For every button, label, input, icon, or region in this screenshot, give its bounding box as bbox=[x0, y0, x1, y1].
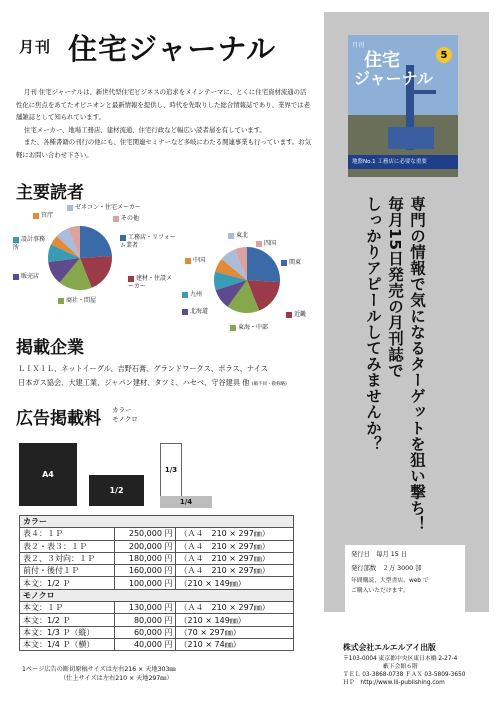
subscription-note: ご購入いただけます。 bbox=[351, 588, 409, 594]
circulation: 発行部数 ２万 3000 部 bbox=[351, 565, 422, 572]
size-footnote bbox=[22, 665, 176, 683]
pie-slice-1 bbox=[80, 226, 112, 258]
publisher-name: 株式会社エルエルアイ出版 bbox=[343, 643, 436, 652]
table-row: 本文：1/2 Ｐ 80,000 円 （210 × 149㎜） bbox=[20, 614, 294, 626]
pie-label: ゼネコン・住宅メーカー bbox=[67, 204, 141, 212]
table-row: 本文：1/2 Ｐ 100,000 円 （210 × 149㎜） bbox=[20, 577, 294, 589]
homepage-link[interactable]: ＨＰ http://www.lli-publishing.com bbox=[343, 680, 445, 686]
ad-size-quarter: 1/4 bbox=[160, 496, 212, 508]
catchcopy-line-2: 毎月15日発売の月刊誌で bbox=[386, 196, 404, 379]
pie-label: 設計事務所 bbox=[13, 236, 46, 251]
publisher-contact bbox=[343, 655, 465, 687]
pie-label: 近畿 bbox=[286, 311, 306, 319]
advertiser-list bbox=[18, 362, 318, 392]
ad-size-third: 1/3 bbox=[160, 443, 182, 497]
magazine-title-prefix: 月刊 bbox=[19, 38, 52, 56]
pie-label: 販売店 bbox=[13, 273, 39, 281]
release-date: 発行日 毎月 15 日 bbox=[351, 551, 408, 558]
pie-label: 工務店・リフォーム業者 bbox=[120, 234, 176, 249]
pie-label: 建材・住設メーカー bbox=[128, 275, 173, 290]
address-line: 藪下会館６階 bbox=[383, 664, 418, 670]
cover-title-prefix: 月刊 bbox=[352, 42, 365, 49]
catchcopy-line-1: 専門の情報で気になるターゲットを狙い撃ち！ bbox=[408, 196, 426, 532]
footnote-line: （仕上サイズは左右210 × 天地297㎜） bbox=[60, 675, 173, 682]
subscription-note: 年間購読、大型書店、web で bbox=[351, 578, 429, 584]
ad-size-a4: A4 bbox=[19, 443, 77, 506]
advertiser-line: ＬＩＸＩＬ、ネットイーグル、吉野石膏、グランドワークス、ポラス、ナイス bbox=[18, 364, 268, 373]
intro-paragraph: また、各種書籍の刊行の他にも、住宅関連セミナーなど多岐にわたる関連事業も行っています。お気軽にお問い合わせ下さい。 bbox=[16, 138, 312, 159]
cover-title: ジャーナル bbox=[354, 69, 433, 88]
issue-info-box bbox=[345, 545, 465, 632]
footnote-line: 1ページ広告の断切原稿サイズは左右216 × 天地303㎜ bbox=[22, 666, 176, 673]
cover-title: 住宅 bbox=[364, 50, 400, 71]
address-line: 〒103-0004 東京都中央区東日本橋 2-27-4 bbox=[343, 656, 458, 662]
magazine-title: 住宅ジャーナル bbox=[68, 32, 276, 66]
rate-table bbox=[19, 515, 294, 651]
pie-label: 官庁 bbox=[33, 212, 53, 220]
ad-size-half: 1/2 bbox=[89, 475, 144, 506]
intro-text bbox=[16, 86, 312, 162]
intro-paragraph: 月刊 住宅ジャーナルは、新世代型住宅ビジネスの追求をメインテーマに、とくに住宅資材流通の活性化に焦点をあてたオピニオンと最新情報を提供し、時代を先取りした総合情報誌であり、業界では老舗雑誌として知られています。 bbox=[16, 88, 310, 122]
pie-label: 商社・問屋 bbox=[58, 297, 96, 305]
pie-label: 東北 bbox=[228, 232, 248, 240]
phone-fax: ＴＥＬ 03-3868-0738 ＦＡＸ 03-5809-3650 bbox=[343, 672, 466, 678]
pie-label: 関東 bbox=[281, 259, 301, 267]
rate-table-color-header: カラー bbox=[20, 516, 294, 528]
advertisers-section-title: 掲載企業 bbox=[16, 338, 84, 358]
table-row: 前付・後付１Ｐ 160,000 円 （Ａ４ 210 × 297㎜） bbox=[20, 565, 294, 577]
pie-label: 四国 bbox=[256, 240, 276, 248]
pie-slice-1 bbox=[247, 247, 280, 282]
pie-label: 中国 bbox=[185, 257, 205, 265]
intro-paragraph: 住宅メーカー、地場工務店、建材流通、住宅行政など幅広い読者層を有しています。 bbox=[24, 125, 266, 134]
table-row: 表２・表３：１Ｐ 200,000 円 （Ａ４ 210 × 297㎜） bbox=[20, 540, 294, 552]
table-row: 表４：１Ｐ 250,000 円 （Ａ４ 210 × 297㎜） bbox=[20, 528, 294, 540]
table-row: 本文：1/3 Ｐ（縦） 60,000 円 （70 × 297㎜） bbox=[20, 626, 294, 638]
advertiser-line: 日本ガス協会、大建工業、ジャパン建材、タツミ、ハセベ、守谷建具 他 (順不同・敬称略) bbox=[18, 378, 287, 387]
rates-mono-note: モノクロ bbox=[112, 415, 138, 423]
table-row: 本文：１Ｐ 130,000 円 （Ａ４ 210 × 297㎜） bbox=[20, 602, 294, 614]
pie-label: 北海道 bbox=[182, 308, 208, 316]
table-row: 表２、３対向：１Ｐ 180,000 円 （Ａ４ 210 × 297㎜） bbox=[20, 552, 294, 564]
rates-color-note: カラー bbox=[112, 406, 132, 414]
readers-section-title: 主要読者 bbox=[16, 183, 84, 203]
cover-issue-badge: 5 bbox=[436, 47, 452, 63]
magazine-cover-image bbox=[348, 35, 458, 177]
pie-label: その他 bbox=[113, 215, 139, 223]
table-row: 本文：1/4 Ｐ（横） 40,000 円 （210 × 74㎜） bbox=[20, 638, 294, 650]
cover-caption: 地盤No.1 工務店に必要な重要 bbox=[352, 159, 427, 165]
rates-section-title: 広告掲載料 bbox=[16, 409, 101, 429]
rate-table-mono-header: モノクロ bbox=[20, 589, 294, 601]
pie-label: 東海・中部 bbox=[230, 324, 268, 332]
pie-label: 九州 bbox=[182, 291, 202, 299]
catchcopy-line-3: しっかりアピールしてみませんか？ bbox=[364, 196, 382, 452]
